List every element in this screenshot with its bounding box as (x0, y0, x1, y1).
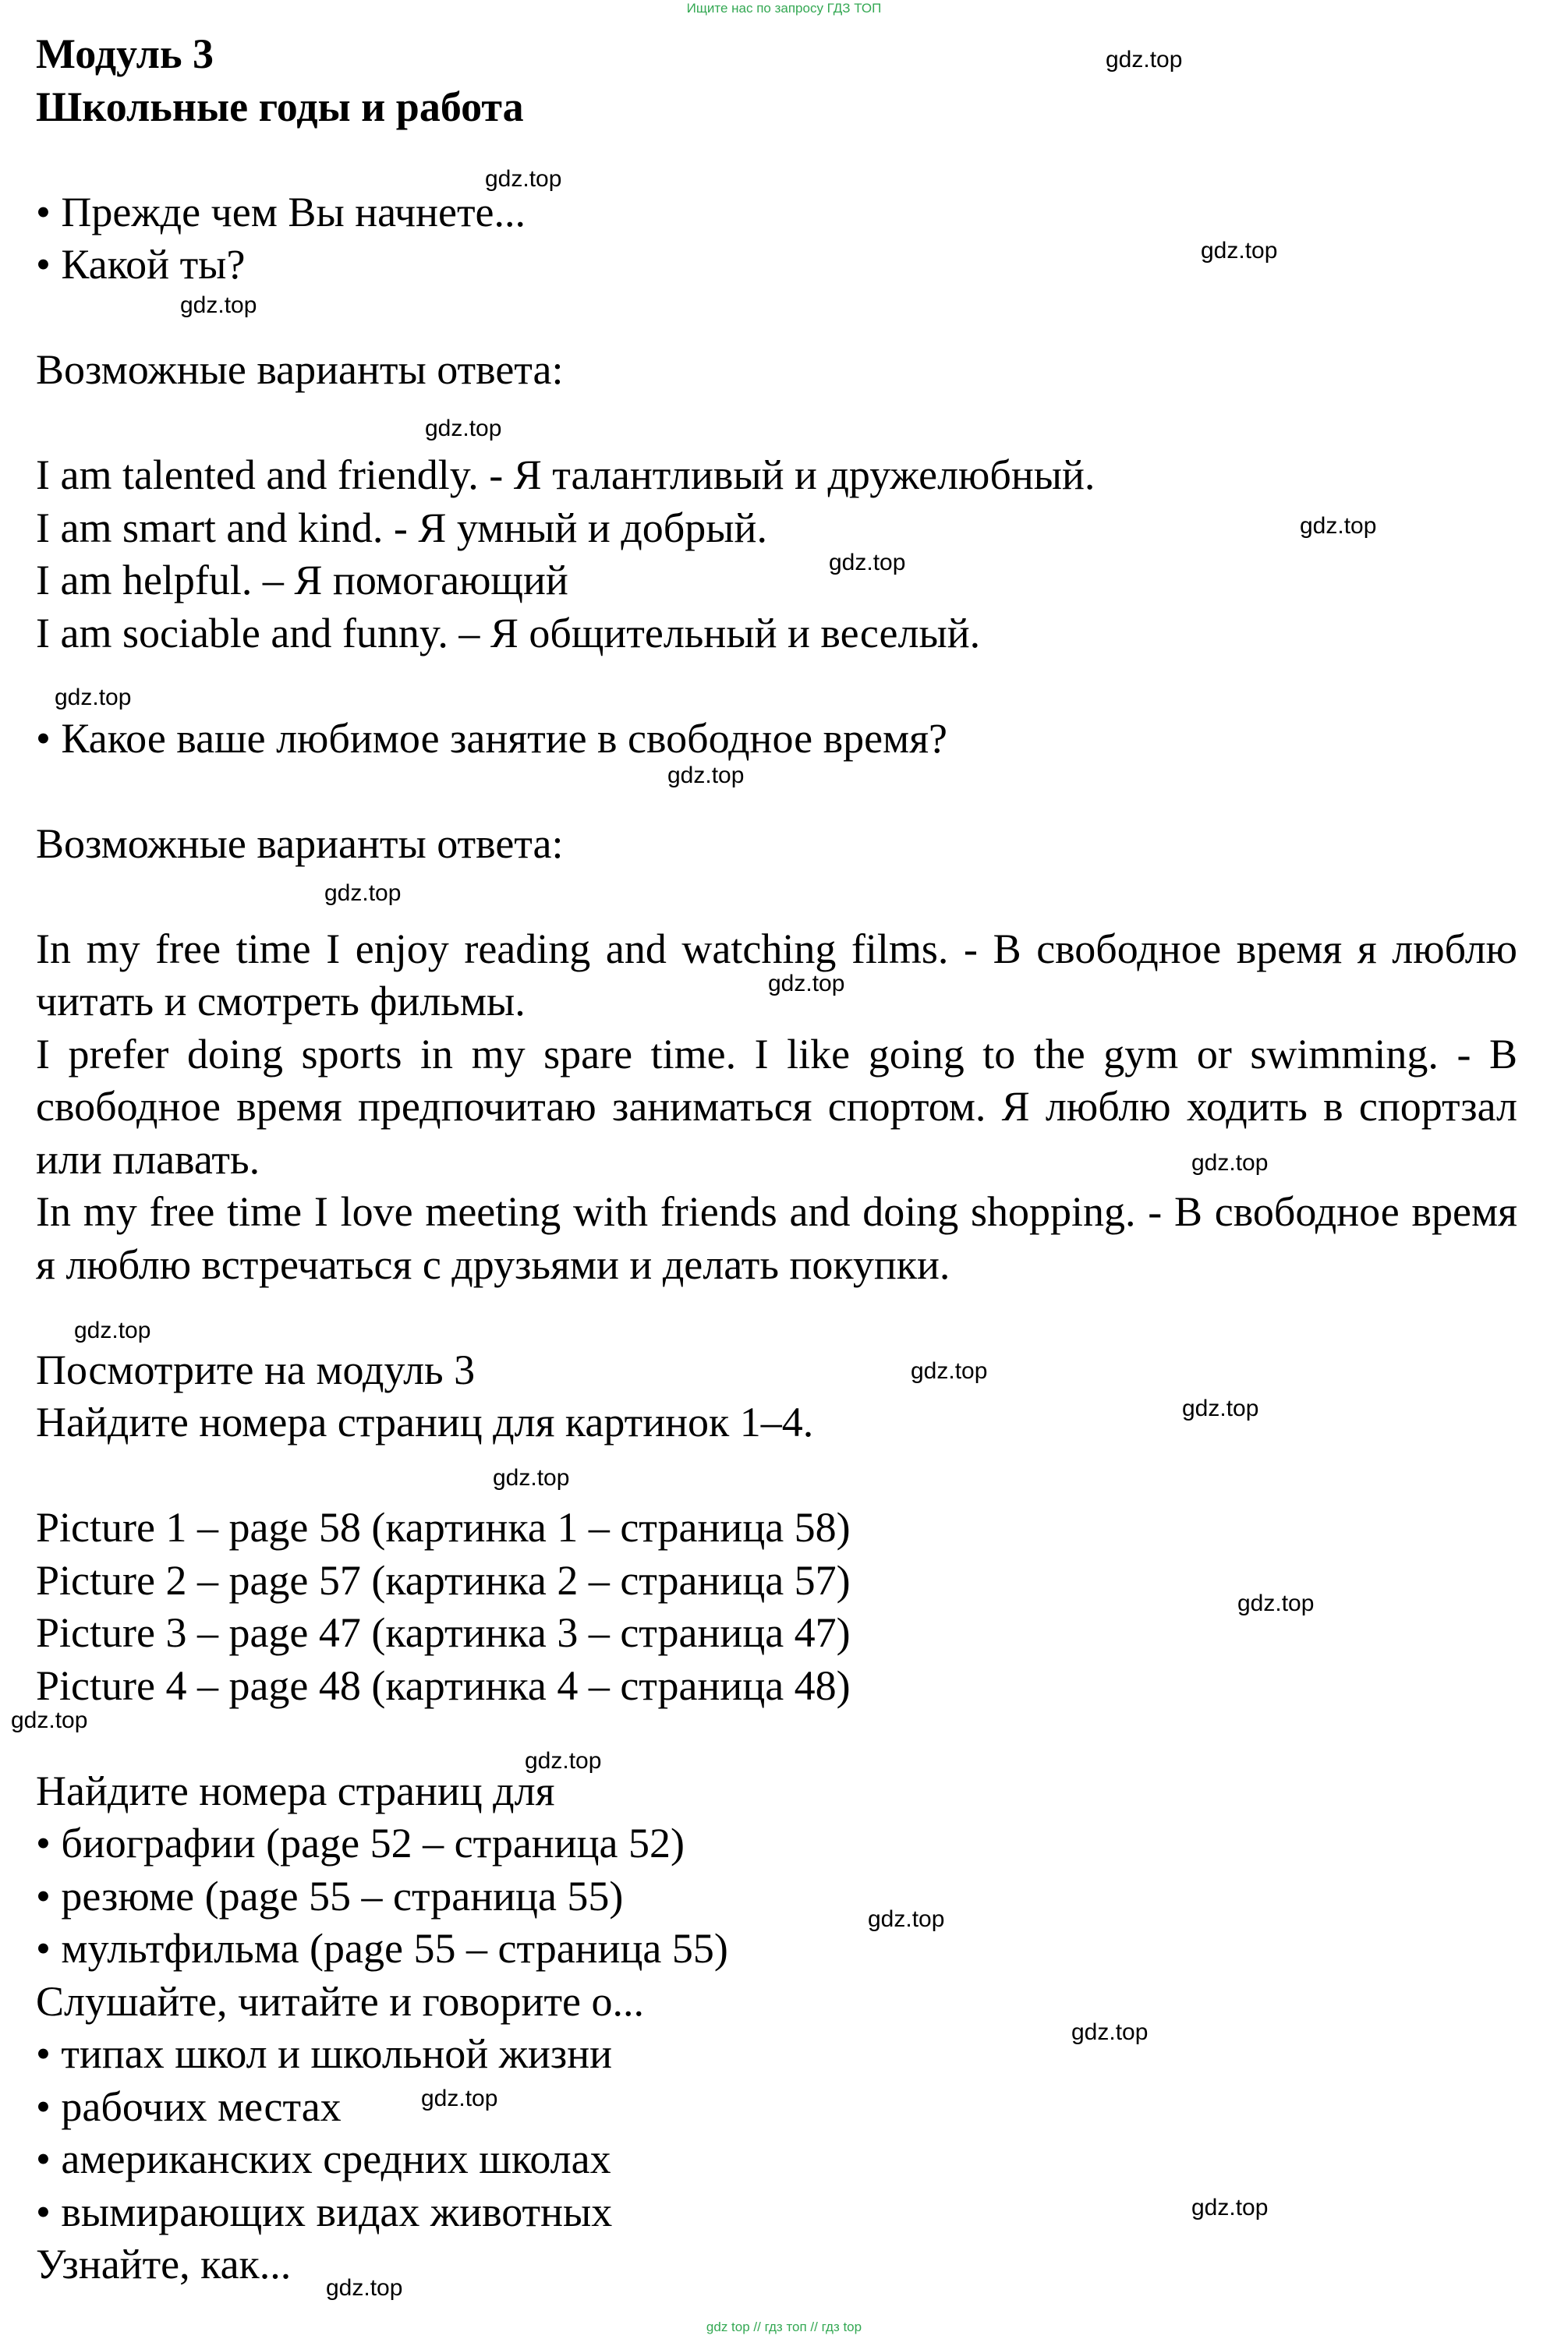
character-answer: I am smart and kind. - Я умный и добрый. (36, 504, 767, 551)
watermark: gdz.top (911, 1358, 988, 1384)
listen-item: • рабочих местах (36, 2082, 342, 2130)
watermark: gdz.top (868, 1906, 945, 1932)
watermark: gdz.top (829, 550, 906, 575)
header-note: Ищите нас по запросу ГДЗ ТОП (686, 1, 882, 16)
watermark: gdz.top (485, 166, 562, 192)
listen-item: • типах школ и школьной жизни (36, 2030, 613, 2077)
free-time-question: • Какое ваше любимое занятие в свободное время? (36, 714, 948, 762)
character-answer: I am helpful. – Я помогающий (36, 557, 568, 603)
watermark: gdz.top (74, 1318, 151, 1343)
look-module: Посмотрите на модуль 3 (36, 1346, 476, 1393)
watermark: gdz.top (425, 416, 502, 441)
answers-label: Возможные варианты ответа: (36, 819, 564, 867)
watermark: gdz.top (1300, 513, 1377, 539)
footer-note: gdz top // гдз топ // гдз top (706, 2320, 862, 2334)
find-pictures: Найдите номера страниц для картинок 1–4. (36, 1399, 814, 1446)
character-answer: I am talented and friendly. - Я талантливый и дружелюбный. (36, 451, 1095, 498)
free-time-answer: In my free time I love meeting with friends and doing shopping. - В свободное время я люблю встречаться с друзьями и делать покупки. (36, 1188, 1517, 1288)
watermark: gdz.top (55, 685, 132, 710)
pages-item: • мультфильма (page 55 – страница 55) (36, 1925, 728, 1972)
watermark: gdz.top (324, 880, 402, 906)
watermark: gdz.top (1071, 2019, 1149, 2045)
listen-item: • американских средних школах (36, 2136, 611, 2182)
module-subtitle: Школьные годы и работа (36, 83, 524, 130)
watermark: gdz.top (493, 1465, 570, 1491)
find-pages-for: Найдите номера страниц для (36, 1767, 555, 1814)
picture-item: Picture 4 – page 48 (картинка 4 – страница 48) (36, 1661, 851, 1709)
learn-label: Узнайте, как... (36, 2241, 292, 2288)
free-time-answer: I prefer doing sports in my spare time. I like going to the gym or swimming. - В свободное время предпочитаю заниматься спортом. Я люблю ходить в спортзал или плавать. (36, 1030, 1517, 1183)
module-title: Модуль 3 (36, 30, 214, 77)
watermark: gdz.top (421, 2086, 498, 2111)
watermark: gdz.top (1106, 47, 1183, 73)
watermark: gdz.top (1191, 2195, 1269, 2220)
watermark: gdz.top (667, 763, 745, 788)
intro-item: • Какой ты? (36, 241, 246, 288)
picture-item: Picture 3 – page 47 (картинка 3 – страница 47) (36, 1609, 851, 1656)
watermark: gdz.top (11, 1707, 88, 1733)
listen-label: Слушайте, читайте и говорите о... (36, 1977, 645, 2025)
intro-item: • Прежде чем Вы начнете... (36, 188, 526, 235)
watermark: gdz.top (326, 2275, 403, 2301)
free-time-answer: In my free time I enjoy reading and watching films. - В свободное время я люблю читать и смотреть фильмы. (36, 925, 1517, 1024)
watermark: gdz.top (1191, 1150, 1269, 1176)
watermark: gdz.top (1201, 238, 1278, 264)
document-body (36, 28, 1517, 2291)
watermark: gdz.top (525, 1748, 602, 1774)
pages-item: • резюме (page 55 – страница 55) (36, 1872, 624, 1920)
watermark: gdz.top (1237, 1591, 1315, 1616)
picture-item: Picture 2 – page 57 (картинка 2 – страница 57) (36, 1556, 851, 1604)
character-answer: I am sociable and funny. – Я общительный и веселый. (36, 609, 981, 656)
answers-label: Возможные варианты ответа: (36, 346, 564, 393)
listen-item: • вымирающих видах животных (36, 2188, 613, 2235)
watermark: gdz.top (180, 292, 257, 318)
watermark: gdz.top (1182, 1396, 1259, 1421)
picture-item: Picture 1 – page 58 (картинка 1 – страница 58) (36, 1504, 851, 1551)
watermark: gdz.top (768, 971, 845, 996)
pages-item: • биографии (page 52 – страница 52) (36, 1820, 685, 1867)
